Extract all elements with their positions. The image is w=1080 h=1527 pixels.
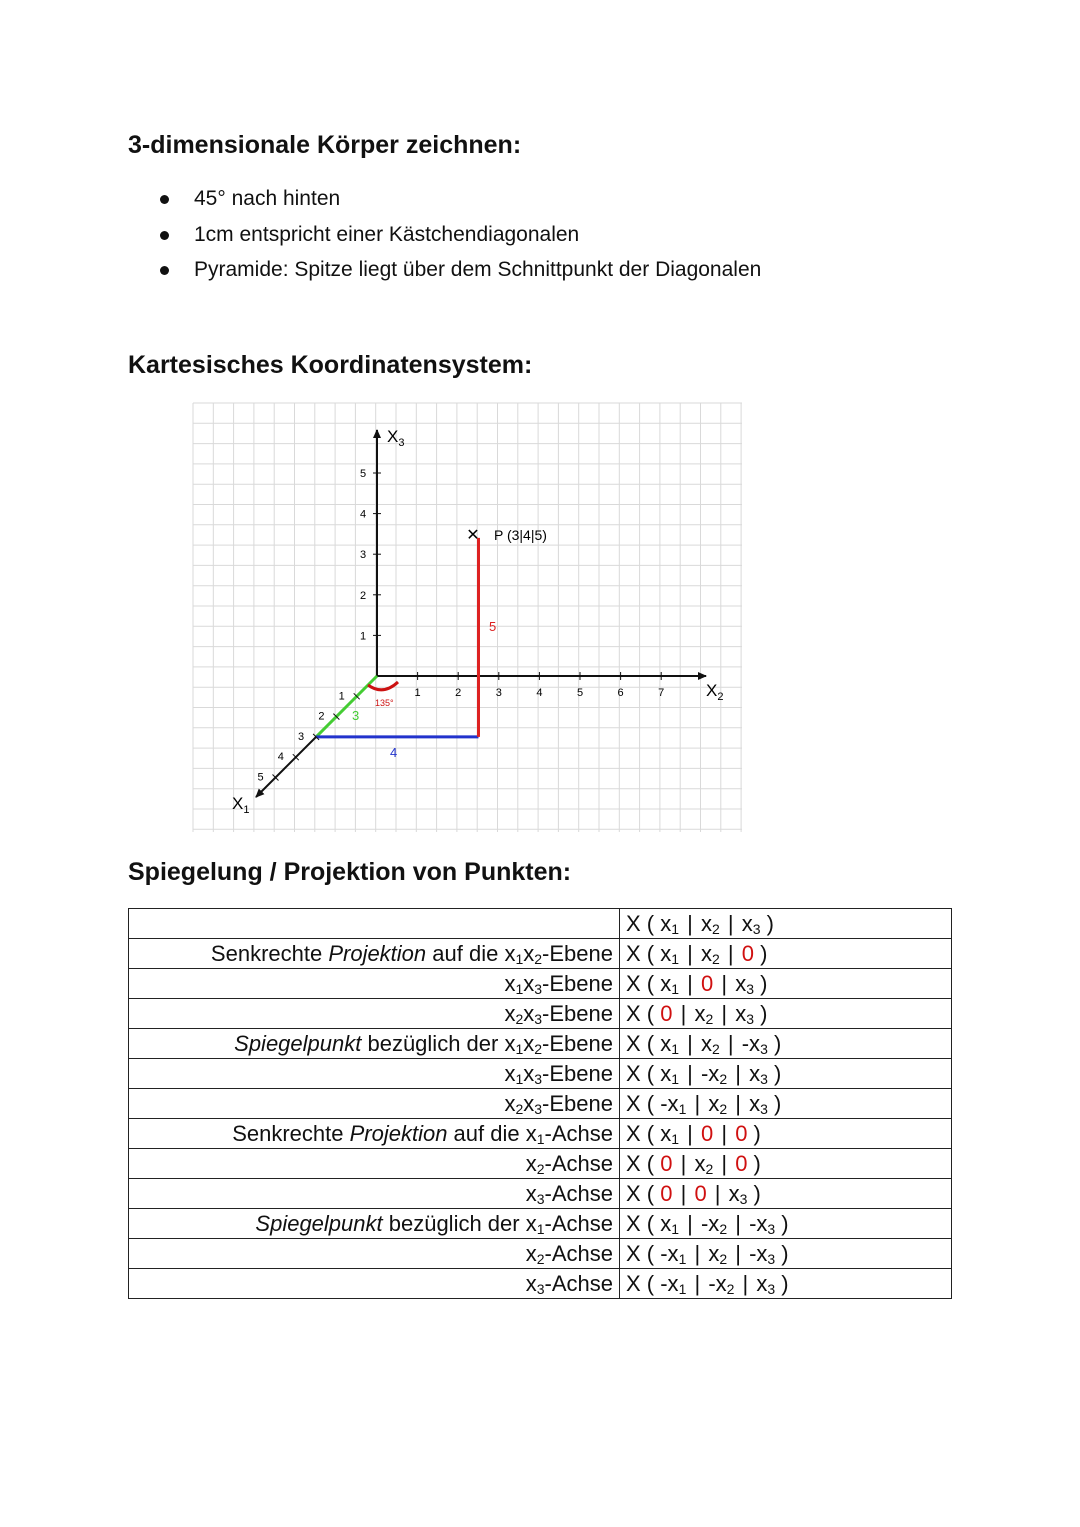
label-part: auf die x <box>447 1121 537 1146</box>
label-part: -Ebene <box>542 1091 613 1116</box>
coord-part: 0 <box>660 1151 673 1176</box>
coord-part: ) <box>747 1181 761 1206</box>
coord-subscript: 2 <box>719 1221 728 1237</box>
table-row <box>129 909 952 939</box>
coord-subscript: 2 <box>705 1161 714 1177</box>
coord-part: 0 <box>694 1181 707 1206</box>
label-part: 1 <box>536 1221 545 1237</box>
label-part: -Ebene <box>542 1061 613 1086</box>
table-row <box>129 939 952 969</box>
label-part: Spiegelpunkt <box>234 1031 362 1056</box>
x2-tick-label: 5 <box>576 687 584 699</box>
label-part: -Ebene <box>542 971 613 996</box>
label-part: x <box>523 1061 535 1086</box>
coord-part: ) <box>775 1241 789 1266</box>
row-label <box>129 1059 620 1089</box>
coord-part: X ( <box>626 1181 661 1206</box>
label-part: 2 <box>515 1101 524 1117</box>
coord-part: | <box>681 1061 699 1086</box>
coord-part: ) <box>767 1091 782 1116</box>
coord-subscript: 1 <box>671 1041 680 1057</box>
coord-subscript: 1 <box>671 981 680 997</box>
coord-part: 0 <box>735 1121 748 1146</box>
coord-part: x <box>735 1001 747 1026</box>
coord-subscript: 3 <box>760 1041 768 1057</box>
coord-part: | <box>674 1151 693 1176</box>
table-row <box>129 1029 952 1059</box>
label-part: x <box>504 1061 516 1086</box>
coord-part: ) <box>760 911 774 936</box>
label-part: -Achse <box>544 1151 613 1176</box>
bullet-list <box>160 184 761 291</box>
x3-tick-label: 4 <box>359 508 367 521</box>
coord-part: x <box>700 941 712 966</box>
label-part: x <box>523 941 535 966</box>
coord-part: x <box>660 1031 672 1056</box>
coord-part: x <box>756 1271 768 1296</box>
label-part: x <box>504 1001 516 1026</box>
label-part: -Achse <box>544 1121 613 1146</box>
label-part: Projektion <box>349 1121 448 1146</box>
table-row <box>129 1059 952 1089</box>
x2-axis-label: $X_2$ <box>706 681 724 703</box>
label-part: x <box>523 1091 535 1116</box>
coord-subscript: 3 <box>760 1101 768 1117</box>
coord-part: x <box>694 1151 706 1176</box>
coord-part: | <box>681 1031 699 1056</box>
x2-tick-label: 6 <box>617 687 624 699</box>
coord-part: | <box>674 1001 693 1026</box>
coord-part: -x <box>660 1271 679 1296</box>
coord-part: -x <box>749 1241 768 1266</box>
coord-part: -x <box>741 1031 761 1056</box>
coord-part: | <box>715 1001 734 1026</box>
row-coordinates <box>620 969 952 999</box>
coord-part: X ( <box>626 1151 661 1176</box>
coord-part: X ( <box>626 911 661 936</box>
coord-part: | <box>715 1121 734 1146</box>
row-coordinates <box>620 939 952 969</box>
x2-tick-label: 1 <box>414 687 421 699</box>
x2-tick-label: 3 <box>495 687 502 699</box>
label-part: x <box>525 1271 537 1296</box>
label-part: x <box>523 1001 535 1026</box>
coord-subscript: 2 <box>719 1071 728 1087</box>
row-label <box>129 999 620 1029</box>
row-coordinates <box>620 1029 952 1059</box>
coord-part: X ( <box>626 1061 661 1086</box>
row-label <box>129 1209 620 1239</box>
coord-part: | <box>681 941 699 966</box>
coord-part: | <box>736 1271 755 1296</box>
label-part: 2 <box>536 1251 545 1267</box>
x3-tick-label: 1 <box>359 630 367 643</box>
coord-part: | <box>688 1241 707 1266</box>
label-part: 1 <box>515 951 524 967</box>
coord-subscript: 1 <box>671 1221 680 1237</box>
coord-part: | <box>708 1181 727 1206</box>
table-row <box>129 1239 952 1269</box>
angle-label: 135° <box>375 698 394 708</box>
row-label <box>129 1089 620 1119</box>
coord-part: -x <box>700 1211 720 1236</box>
x1-tick-label: 2 <box>318 710 325 723</box>
coord-part: 0 <box>660 1001 673 1026</box>
x1-segment-label: 3 <box>352 708 360 723</box>
row-coordinates <box>620 1119 952 1149</box>
row-label <box>129 969 620 999</box>
x2-segment-label: 4 <box>390 745 398 760</box>
label-part: auf die x <box>426 941 516 966</box>
coord-subscript: 3 <box>752 921 761 937</box>
coord-part: X ( <box>626 1241 661 1266</box>
coord-part: X ( <box>626 971 661 996</box>
coord-part: ) <box>775 1271 789 1296</box>
bullet-item: Pyramide: Spitze liegt über dem Schnittpunkt der Diagonalen <box>160 255 761 291</box>
x3-segment-label: 5 <box>489 619 497 634</box>
coord-part: | <box>729 1241 748 1266</box>
coordinate-system-diagram <box>190 400 745 835</box>
label-part: x <box>525 1181 537 1206</box>
angle-arc <box>368 682 398 690</box>
coord-subscript: 1 <box>678 1281 687 1297</box>
coord-subscript: 2 <box>726 1281 735 1297</box>
bullet-item: 1cm entspricht einer Kästchendiagonalen <box>160 220 761 256</box>
x1-tick-label: 3 <box>298 730 305 743</box>
coord-part: | <box>681 1211 699 1236</box>
coord-part: ) <box>775 1211 789 1236</box>
coord-part: -x <box>660 1091 679 1116</box>
coord-part: ) <box>747 1121 761 1146</box>
table-row <box>129 969 952 999</box>
label-part: -Achse <box>544 1241 613 1266</box>
row-label <box>129 909 620 939</box>
row-label <box>129 1119 620 1149</box>
projection-table <box>128 908 952 1299</box>
coord-part: | <box>715 971 734 996</box>
coord-part: -x <box>700 1061 720 1086</box>
coord-part: X ( <box>626 1121 661 1146</box>
label-part: 2 <box>536 1161 545 1177</box>
label-part: -Achse <box>544 1181 613 1206</box>
label-part: 1 <box>536 1131 545 1147</box>
x1-tick-label: 4 <box>277 751 284 764</box>
coord-part: x <box>660 971 672 996</box>
label-part: -Ebene <box>542 941 613 966</box>
coord-subscript: 2 <box>711 1041 720 1057</box>
x1-tick-label: 1 <box>338 690 345 703</box>
x1-axis-label: $X_1$ <box>232 794 250 816</box>
coord-subscript: 1 <box>678 1101 687 1117</box>
label-part: x <box>523 971 535 996</box>
label-part: -Ebene <box>542 1001 613 1026</box>
row-coordinates <box>620 1149 952 1179</box>
coord-subscript: 1 <box>671 921 680 937</box>
label-part: x <box>523 1031 535 1056</box>
coord-part: | <box>715 1151 734 1176</box>
coord-part: | <box>729 1211 748 1236</box>
x3-tick-label: 2 <box>359 589 367 602</box>
coord-subscript: 2 <box>711 921 720 937</box>
row-label <box>129 1239 620 1269</box>
coord-part: x <box>694 1001 706 1026</box>
grid <box>193 403 742 832</box>
label-part: 3 <box>536 1191 545 1207</box>
coord-part: ) <box>753 941 768 966</box>
coord-part: X ( <box>626 1001 661 1026</box>
coord-subscript: 3 <box>739 1191 748 1207</box>
section-title-drawing: 3-dimensionale Körper zeichnen: <box>128 131 522 159</box>
row-label <box>129 1149 620 1179</box>
label-part: 2 <box>534 951 543 967</box>
coord-part: x <box>741 911 753 936</box>
label-part: 3 <box>536 1281 545 1297</box>
x2-tick-label: 4 <box>536 687 543 699</box>
coord-part: x <box>660 941 672 966</box>
label-part: Projektion <box>328 941 427 966</box>
label-part: bezüglich der x <box>382 1211 537 1236</box>
x3-axis-label: $X_3$ <box>387 427 405 449</box>
coord-subscript: 3 <box>746 1011 754 1027</box>
label-part: -Ebene <box>542 1031 613 1056</box>
label-part: x <box>504 971 516 996</box>
x2-tick-label: 2 <box>455 687 462 699</box>
label-part: Senkrechte <box>210 941 329 966</box>
coord-part: -x <box>660 1241 679 1266</box>
label-part: 3 <box>534 981 543 997</box>
coord-part: x <box>708 1091 720 1116</box>
coord-part: | <box>721 911 740 936</box>
row-coordinates <box>620 1179 952 1209</box>
table-row <box>129 1119 952 1149</box>
coord-part: X ( <box>626 1271 661 1296</box>
coord-part: ) <box>747 1151 761 1176</box>
coord-part: 0 <box>735 1151 748 1176</box>
coord-part: | <box>721 1031 740 1056</box>
coord-part: x <box>708 1241 720 1266</box>
coord-part: x <box>749 1091 761 1116</box>
coord-part: x <box>749 1061 761 1086</box>
row-coordinates <box>620 1059 952 1089</box>
coord-subscript: 1 <box>671 1131 680 1147</box>
label-part: 1 <box>515 1071 524 1087</box>
coord-part: | <box>681 971 699 996</box>
coord-part: | <box>729 1091 748 1116</box>
table-row <box>129 1269 952 1299</box>
label-part: 3 <box>534 1011 543 1027</box>
label-part: Spiegelpunkt <box>255 1211 383 1236</box>
coord-part: | <box>688 1091 707 1116</box>
coord-part: x <box>700 911 712 936</box>
table-row <box>129 1209 952 1239</box>
coord-part: x <box>700 1031 712 1056</box>
coord-part: x <box>728 1181 740 1206</box>
label-part: 1 <box>515 981 524 997</box>
label-part: -Achse <box>544 1271 613 1296</box>
coord-part: | <box>721 941 740 966</box>
coord-part: x <box>660 1211 672 1236</box>
coord-subscript: 3 <box>767 1281 776 1297</box>
label-part: 3 <box>534 1101 543 1117</box>
label-part: -Achse <box>544 1211 613 1236</box>
coord-subscript: 2 <box>705 1011 714 1027</box>
label-part: 2 <box>534 1041 543 1057</box>
x3-tick-label: 3 <box>359 549 367 562</box>
coord-subscript: 3 <box>746 981 754 997</box>
row-coordinates <box>620 1239 952 1269</box>
coord-part: X ( <box>626 1211 661 1236</box>
row-label <box>129 1269 620 1299</box>
coord-part: | <box>674 1181 693 1206</box>
coord-subscript: 3 <box>760 1071 768 1087</box>
row-label <box>129 939 620 969</box>
label-part: x <box>504 1091 516 1116</box>
coord-part: ) <box>753 1001 768 1026</box>
coord-part: | <box>681 911 699 936</box>
coord-subscript: 3 <box>767 1251 776 1267</box>
label-part: x <box>525 1151 537 1176</box>
coord-subscript: 1 <box>671 1071 680 1087</box>
coord-part: X ( <box>626 1091 661 1116</box>
coord-part: ) <box>767 1061 782 1086</box>
row-label <box>129 1179 620 1209</box>
row-label <box>129 1029 620 1059</box>
label-part: x <box>525 1241 537 1266</box>
table-row <box>129 1149 952 1179</box>
coord-part: -x <box>708 1271 727 1296</box>
x2-tick-label: 7 <box>658 687 665 699</box>
x1-tick-label: 5 <box>257 771 264 784</box>
row-coordinates <box>620 1209 952 1239</box>
table-row <box>129 1179 952 1209</box>
coord-subscript: 3 <box>767 1221 776 1237</box>
point-label: P (3|4|5) <box>494 527 547 543</box>
coord-part: ) <box>753 971 768 996</box>
coord-part: 0 <box>700 1121 714 1146</box>
coord-part: X ( <box>626 941 661 966</box>
row-coordinates <box>620 999 952 1029</box>
coord-part: | <box>681 1121 699 1146</box>
label-part: Senkrechte <box>232 1121 350 1146</box>
coord-subscript: 2 <box>711 951 720 967</box>
row-coordinates <box>620 1089 952 1119</box>
row-coordinates <box>620 909 952 939</box>
coord-part: 0 <box>700 971 714 996</box>
x3-tick-label: 5 <box>359 468 367 480</box>
label-part: 2 <box>515 1011 524 1027</box>
table-row <box>129 999 952 1029</box>
section-title-reflection: Spiegelung / Projektion von Punkten: <box>128 858 572 886</box>
coord-part: -x <box>749 1211 768 1236</box>
label-part: 1 <box>515 1041 524 1057</box>
coord-part: | <box>688 1271 707 1296</box>
table-row <box>129 1089 952 1119</box>
section-title-coordinate-system: Kartesisches Koordinatensystem: <box>128 351 533 379</box>
label-part: bezüglich der x <box>361 1031 516 1056</box>
coord-part: 0 <box>741 941 754 966</box>
coord-part: x <box>660 911 672 936</box>
coord-subscript: 1 <box>671 951 680 967</box>
coord-part: 0 <box>660 1181 673 1206</box>
coord-subscript: 1 <box>678 1251 687 1267</box>
coord-part: ) <box>767 1031 782 1056</box>
coord-subscript: 2 <box>719 1251 728 1267</box>
coord-part: x <box>660 1061 672 1086</box>
coord-part: X ( <box>626 1031 661 1056</box>
coord-part: | <box>729 1061 748 1086</box>
coord-part: x <box>660 1121 672 1146</box>
bullet-item: 45° nach hinten <box>160 184 761 220</box>
coord-part: x <box>735 971 747 996</box>
point-marker: ✕ <box>466 527 480 544</box>
coord-subscript: 2 <box>719 1101 728 1117</box>
label-part: 3 <box>534 1071 543 1087</box>
row-coordinates <box>620 1269 952 1299</box>
